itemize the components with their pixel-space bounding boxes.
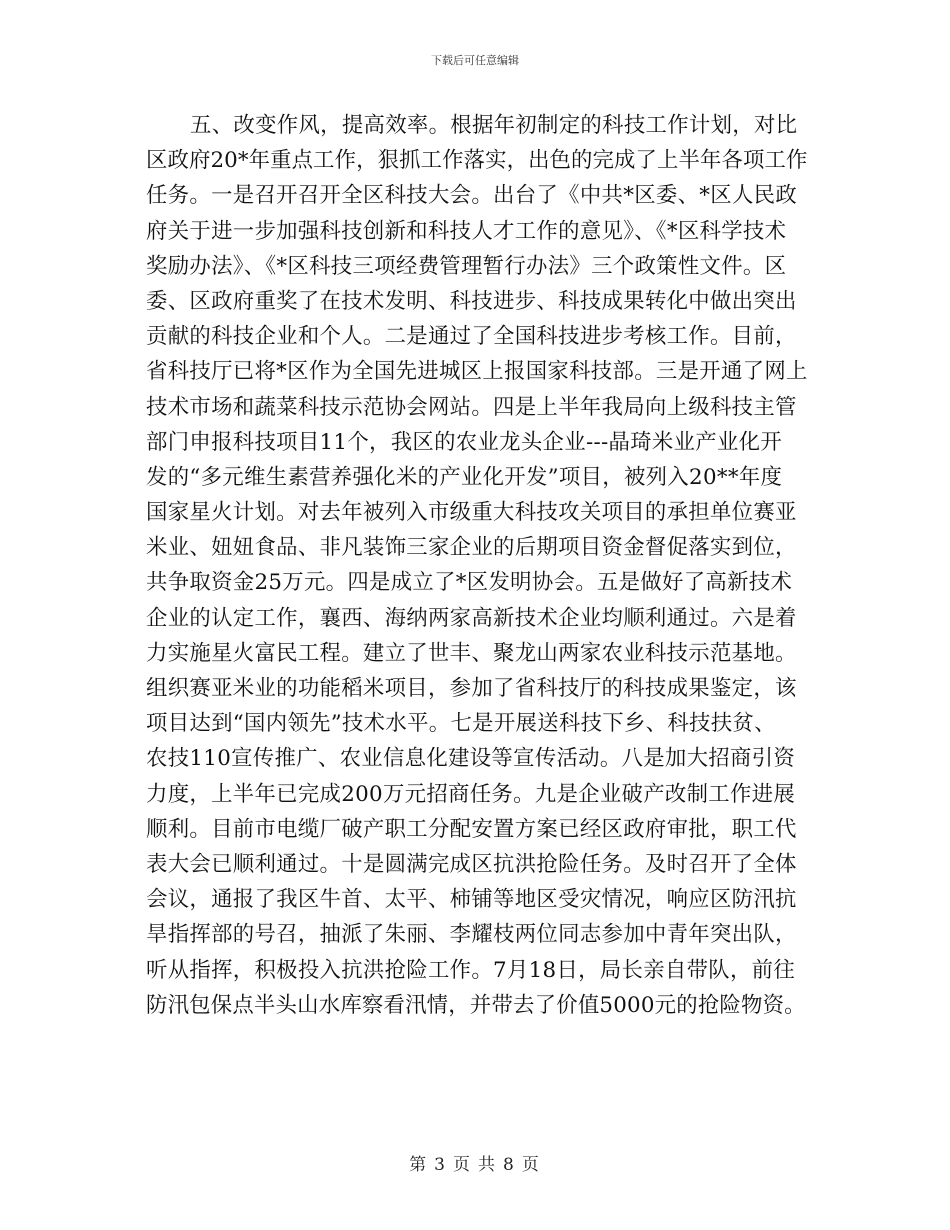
text-line: 组织赛亚米业的功能稻米项目，参加了省科技厅的科技成果鉴定，该 — [146, 676, 797, 701]
current-page-number: 3 — [434, 1155, 447, 1175]
total-label: 共 — [478, 1155, 497, 1175]
text-line: 农技110宣传推广、农业信息化建设等宣传活动。八是加大招商引资 — [146, 746, 796, 772]
text-line: 力实施星火富民工程。建立了世丰、聚龙山两家农业科技示范基地。 — [146, 640, 797, 666]
body-paragraph — [146, 108, 808, 1023]
text-line: 米业、妞妞食品、非凡装饰三家企业的后期项目资金督促落实到位， — [146, 535, 797, 561]
text-line: 会议，通报了我区牛首、太平、柿铺等地区受灾情况，响应区防汛抗 — [146, 887, 797, 913]
text-line: 旱指挥部的号召，抽派了朱丽、李耀枝两位同志参加中青年突出队， — [146, 922, 797, 948]
page-label-prefix: 第 — [409, 1155, 429, 1175]
page-footer — [0, 1154, 950, 1176]
text-line: 听从指挥，积极投入抗洪抢险工作。7月18日，局长亲自带队，前往 — [146, 957, 796, 983]
text-line: 企业的认定工作，襄西、海纳两家高新技术企业均顺利通过。六是着 — [146, 605, 797, 631]
text-line: 国家星火计划。对去年被列入市级重大科技攻关项目的承担单位赛亚 — [146, 500, 797, 526]
text-line: 府关于进一步加强科技创新和科技人才工作的意见》、《*区科学技术 — [146, 218, 787, 244]
text-line: 项目达到“国内领先”技术水平。七是开展送科技下乡、科技扶贫、 — [146, 711, 776, 737]
text-line: 委、区政府重奖了在技术发明、科技进步、科技成果转化中做出突出 — [146, 288, 797, 314]
text-line: 防汛包保点半头山水库察看汛情，并带去了价值5000元的抢险物资。 — [146, 992, 806, 1018]
text-line: 任务。一是召开召开全区科技大会。出台了《中共*区委、*区人民政 — [146, 183, 798, 209]
text-line: 表大会已顺利通过。十是圆满完成区抗洪抢险任务。及时召开了全体 — [146, 851, 797, 877]
page-header: 下载后可任意编辑 — [431, 54, 519, 67]
text-line: 技术市场和蔬菜科技示范协会网站。四是上半年我局向上级科技主管 — [146, 394, 797, 420]
text-line: 省科技厅已将*区作为全国先进城区上报国家科技部。三是开通了网上 — [146, 359, 808, 385]
text-line: 奖励办法》、《*区科技三项经费管理暂行办法》三个政策性文件。区 — [146, 253, 787, 279]
text-line: 部门申报科技项目11个，我区的农业龙头企业---晶琦米业产业化开 — [146, 429, 783, 455]
text-line: 顺利。目前市电缆厂破产职工分配安置方案已经区政府审批，职工代 — [146, 816, 797, 842]
text-line: 贡献的科技企业和个人。二是通过了全国科技进步考核工作。目前， — [146, 324, 797, 350]
text-line: 区政府20*年重点工作，狠抓工作落实，出色的完成了上半年各项工作 — [146, 148, 808, 174]
text-line: 五、改变作风，提高效率。根据年初制定的科技工作计划，对比 — [190, 113, 798, 138]
text-line: 共争取资金25万元。四是成立了*区发明协会。五是做好了高新技术 — [146, 570, 793, 596]
page-label-suffix: 页 — [521, 1155, 541, 1175]
page-label-mid: 页 — [453, 1155, 472, 1175]
total-pages-number: 8 — [503, 1155, 516, 1175]
text-line: 发的“多元维生素营养强化米的产业化开发”项目，被列入20**年度 — [146, 464, 783, 490]
text-line: 力度，上半年已完成200万元招商任务。九是企业破产改制工作进展 — [146, 781, 796, 807]
